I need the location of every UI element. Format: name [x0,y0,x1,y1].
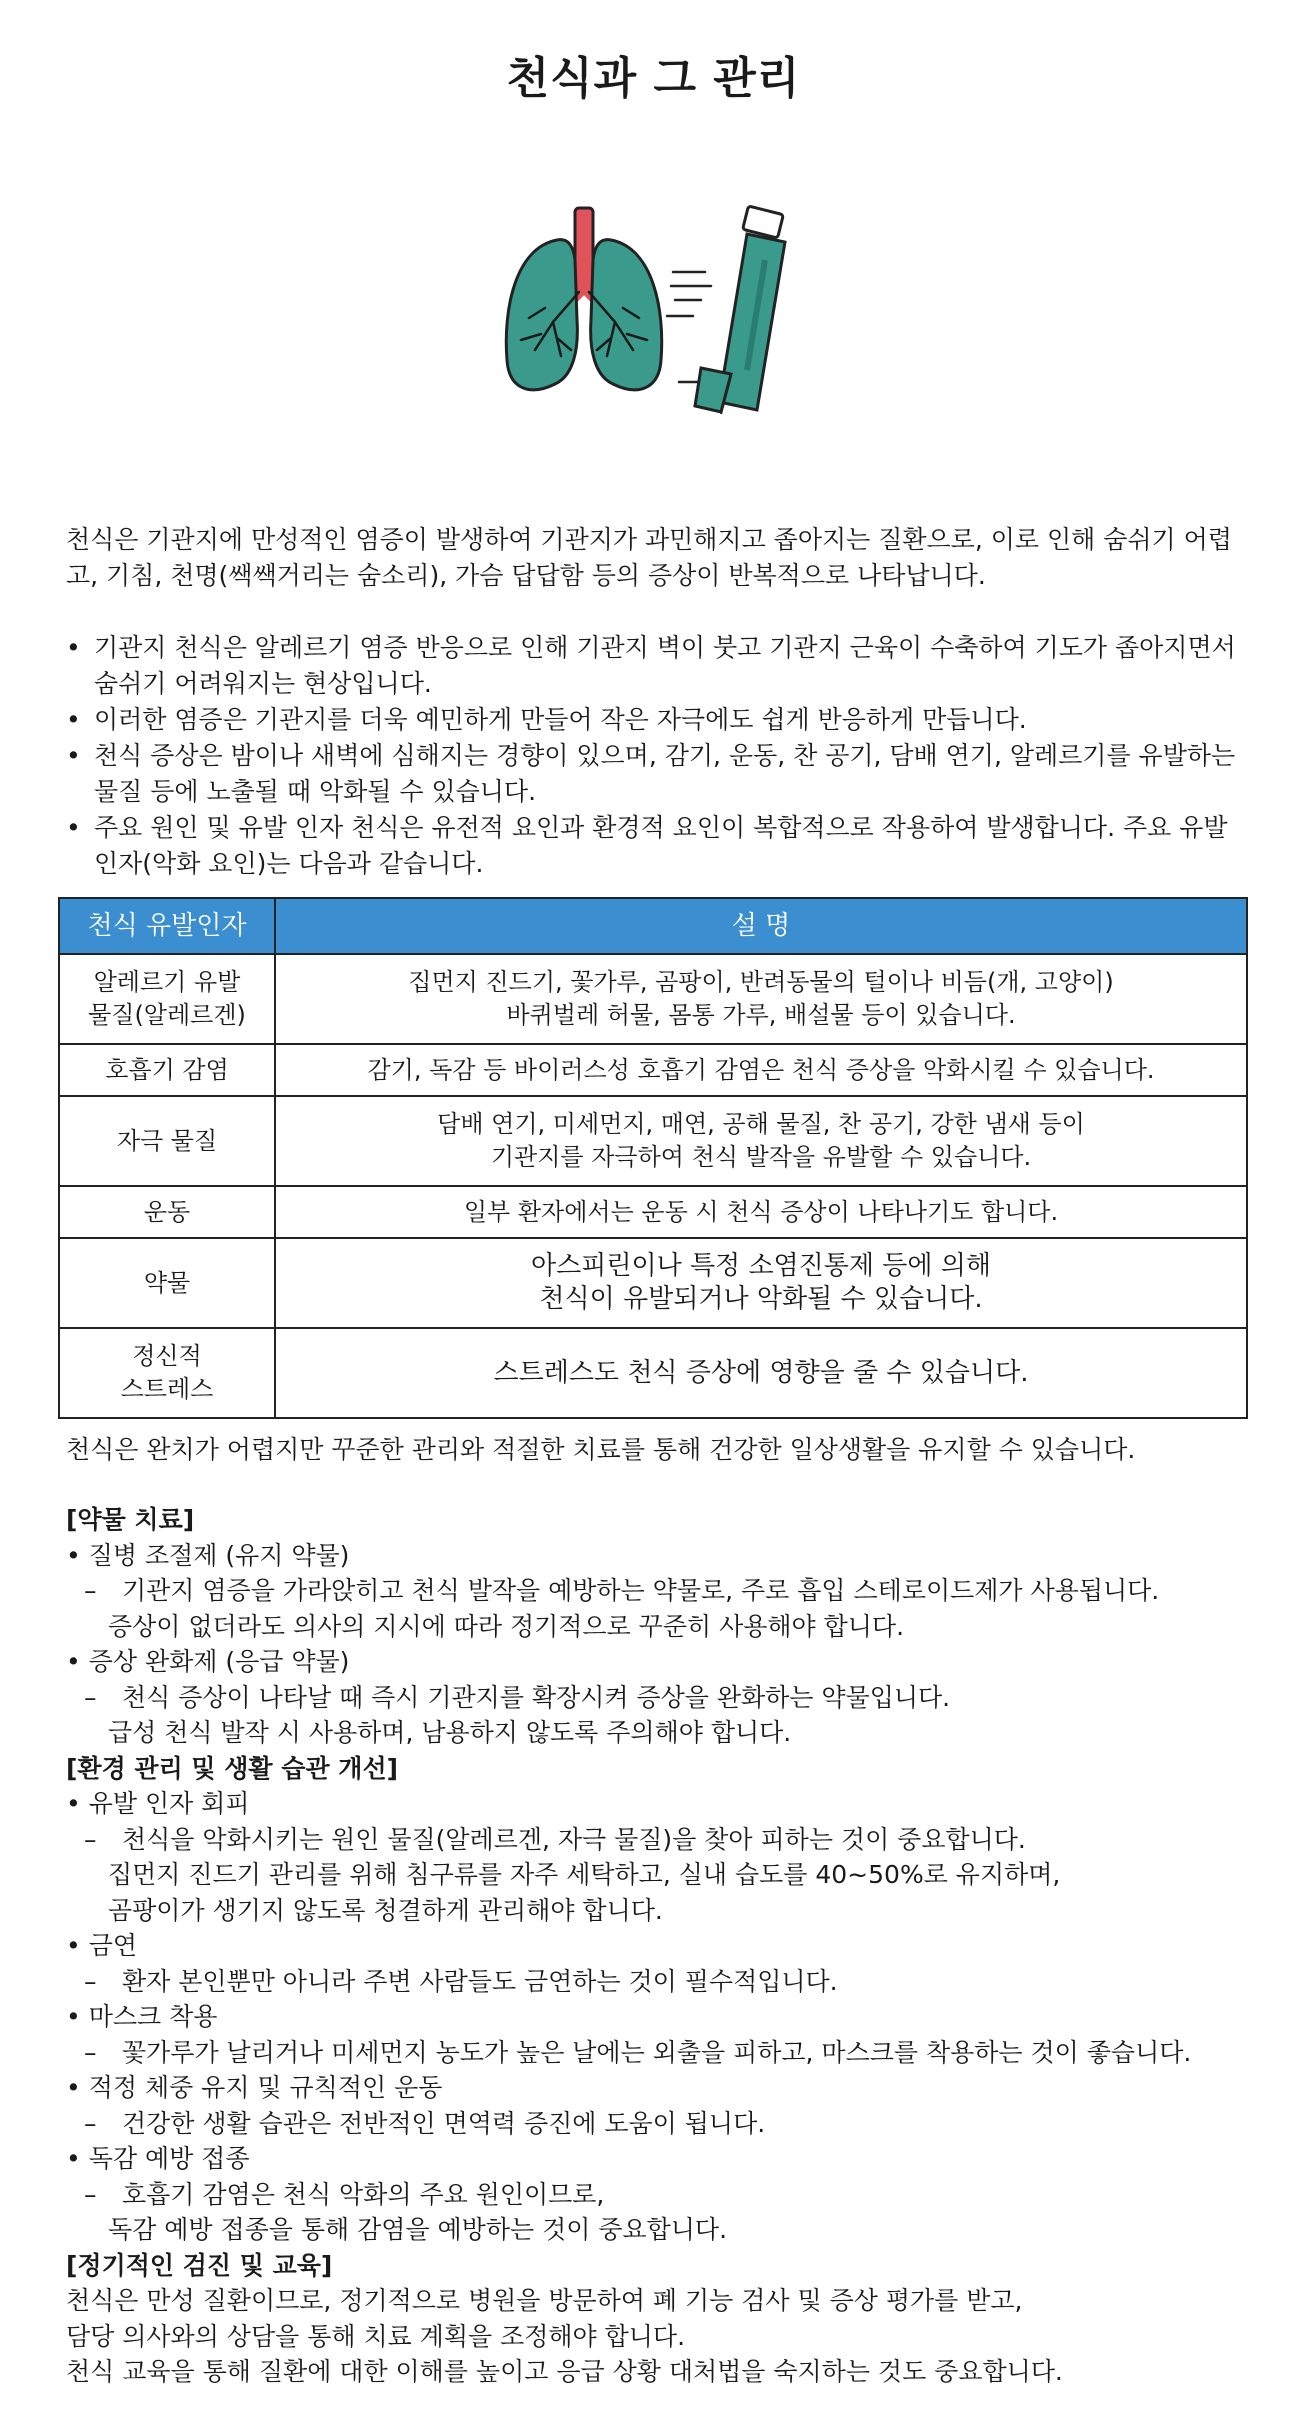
drug-item: • 질병 조절제 (유지 약물) [66,1540,350,1570]
description-line: 담배 연기, 미세먼지, 매연, 공해 물질, 찬 공기, 강한 냄새 등이 [437,1110,1085,1138]
factor-line: 스트레스 [120,1375,214,1403]
drug-detail-cont: 증상이 없더라도 의사의 지시에 따라 정기적으로 꾸준히 사용해야 합니다. [108,1611,905,1641]
factor-line: 정신적 [132,1342,202,1370]
description-cell [275,1096,1247,1186]
table-row [59,1096,1247,1186]
right-lung-shape [591,240,662,390]
trigger-table [58,897,1248,1419]
env-item: • 독감 예방 접종 [66,2144,250,2173]
checkup-line: 담당 의사와의 상담을 통해 치료 계획을 조정해야 합니다. [66,2321,686,2351]
lungs-inhaler-illustration [495,200,825,430]
checkup-line: 천식 교육을 통해 질환에 대한 이해를 높이고 응급 상황 대처법을 숙지하는 것도 중요합니다. [66,2357,1063,2386]
bullet-item: • 이러한 염증은 기관지를 더욱 예민하게 만들어 작은 자극에도 쉽게 반응하게 만듭니다. [66,702,1246,738]
description-cell [275,1238,1247,1328]
drug-detail-cont: 급성 천식 발작 시 사용하며, 남용하지 않도록 주의해야 합니다. [108,1718,792,1747]
bullet-item: • 천식 증상은 밤이나 새벽에 심해지는 경향이 있으며, 감기, 운동, 찬 공기, 담배 연기, 알레르기를 유발하는 물질 등에 노출될 때 악화될 수 있습니다. [66,738,1246,810]
left-lung-shape [506,240,577,390]
inhaler-icon [695,206,785,414]
table-row [59,1186,1247,1238]
intro-section [66,522,1246,594]
description-line: 집먼지 진드기, 꽃가루, 곰팡이, 반려동물의 털이나 비듬(개, 고양이) [408,968,1114,996]
factor-cell [59,1096,275,1186]
factor-line: 운동 [143,1197,191,1226]
drug-heading: [약물 치료] [66,1505,195,1534]
description-line: 일부 환자에서는 운동 시 천식 증상이 나타나기도 합니다. [463,1197,1059,1226]
factor-cell [59,1328,275,1418]
table-row [59,954,1247,1044]
description-cell [275,954,1247,1044]
trachea-shape [575,208,593,290]
factor-line: 자극 물질 [116,1126,218,1155]
description-line: 스트레스도 천식 증상에 영향을 줄 수 있습니다. [493,1357,1029,1388]
env-detail: – 천식을 악화시키는 원인 물질(알레르겐, 자극 물질)을 찾아 피하는 것이 중요합니다. [66,1822,1246,1858]
summary-paragraph: 천식은 완치가 어렵지만 꾸준한 관리와 적절한 치료를 통해 건강한 일상생활을 유지할 수 있습니다. [66,1435,1136,1464]
description-cell [275,1186,1247,1238]
table-header-row [59,898,1247,954]
management-section [66,1502,1246,2390]
page-title: 천식과 그 관리 [506,53,801,104]
env-detail: – 건강한 생활 습관은 전반적인 면역력 증진에 도움이 됩니다. [66,2106,1246,2142]
env-detail-cont: 곰팡이가 생기지 않도록 청결하게 관리해야 합니다. [108,1895,663,1925]
factor-line: 약물 [143,1268,191,1297]
header-factor: 천식 유발인자 [59,898,275,954]
factor-cell [59,1238,275,1328]
bullet-item: • 주요 원인 및 유발 인자 천식은 유전적 요인과 환경적 요인이 복합적으로 작용하여 발생합니다. 주요 유발 인자(악화 요인)는 다음과 같습니다. [66,810,1246,882]
description-line: 바퀴벌레 허물, 몸통 가루, 배설물 등이 있습니다. [506,1001,1016,1029]
factor-line: 알레르기 유발 [93,968,241,996]
description-line: 아스피린이나 특정 소염진통제 등에 의해 [530,1251,992,1281]
bullet-section [66,630,1246,882]
factor-cell [59,954,275,1044]
env-item: • 금연 [66,1931,137,1960]
env-detail: – 호흡기 감염은 천식 악화의 주요 원인이므로, [66,2177,1246,2213]
env-detail-cont: 독감 예방 접종을 통해 감염을 예방하는 것이 중요합니다. [108,2215,728,2244]
factor-line: 호흡기 감염 [105,1055,229,1084]
description-line: 감기, 독감 등 바이러스성 호흡기 감염은 천식 증상을 악화시킬 수 있습니다. [367,1055,1155,1084]
description-cell [275,1044,1247,1096]
header-description: 설 명 [275,898,1247,954]
factor-cell [59,1044,275,1096]
env-item: • 유발 인자 회피 [66,1789,250,1818]
factor-line: 물질(알레르겐) [88,1001,246,1029]
table-row [59,1238,1247,1328]
env-detail: – 꽃가루가 날리거나 미세먼지 농도가 높은 날에는 외출을 피하고, 마스크를 착용하는 것이 좋습니다. [66,2035,1246,2071]
description-line: 천식이 유발되거나 악화될 수 있습니다. [539,1284,983,1314]
env-detail: – 환자 본인뿐만 아니라 주변 사람들도 금연하는 것이 필수적입니다. [66,1964,1246,2000]
checkup-line: 천식은 만성 질환이므로, 정기적으로 병원을 방문하여 폐 기능 검사 및 증상 평가를 받고, [66,2286,1023,2315]
description-cell [275,1328,1247,1418]
intro-paragraph: 천식은 기관지에 만성적인 염증이 발생하여 기관지가 과민해지고 좁아지는 질환으로, 이로 인해 숨쉬기 어렵고, 기침, 천명(쌕쌕거리는 숨소리), 가슴 답답함 등의 증상이 반복적으로 나타납니다. [66,525,1232,590]
drug-detail: – 기관지 염증을 가라앉히고 천식 발작을 예방하는 약물로, 주로 흡입 스테로이드제가 사용됩니다. [66,1573,1246,1609]
bullet-item: • 기관지 천식은 알레르기 염증 반응으로 인해 기관지 벽이 붓고 기관지 근육이 수축하여 기도가 좁아지면서 숨쉬기 어려워지는 현상입니다. [66,630,1246,702]
env-item: • 적정 체중 유지 및 규칙적인 운동 [66,2073,443,2102]
drug-item: • 증상 완화제 (응급 약물) [66,1647,350,1676]
env-detail-cont: 집먼지 진드기 관리를 위해 침구류를 자주 세탁하고, 실내 습도를 40~50%로 유지하며, [108,1860,1061,1889]
checkup-heading: [정기적인 검진 및 교육] [66,2250,333,2280]
table-row [59,1328,1247,1418]
env-item: • 마스크 착용 [66,2002,218,2031]
description-line: 기관지를 자극하여 천식 발작을 유발할 수 있습니다. [490,1143,1032,1171]
env-heading: [환경 관리 및 생활 습관 개선] [66,1753,399,1783]
table-row [59,1044,1247,1096]
factor-cell [59,1186,275,1238]
summary-section [66,1432,1246,1468]
drug-detail: – 천식 증상이 나타날 때 즉시 기관지를 확장시켜 증상을 완화하는 약물입니다. [66,1680,1246,1716]
